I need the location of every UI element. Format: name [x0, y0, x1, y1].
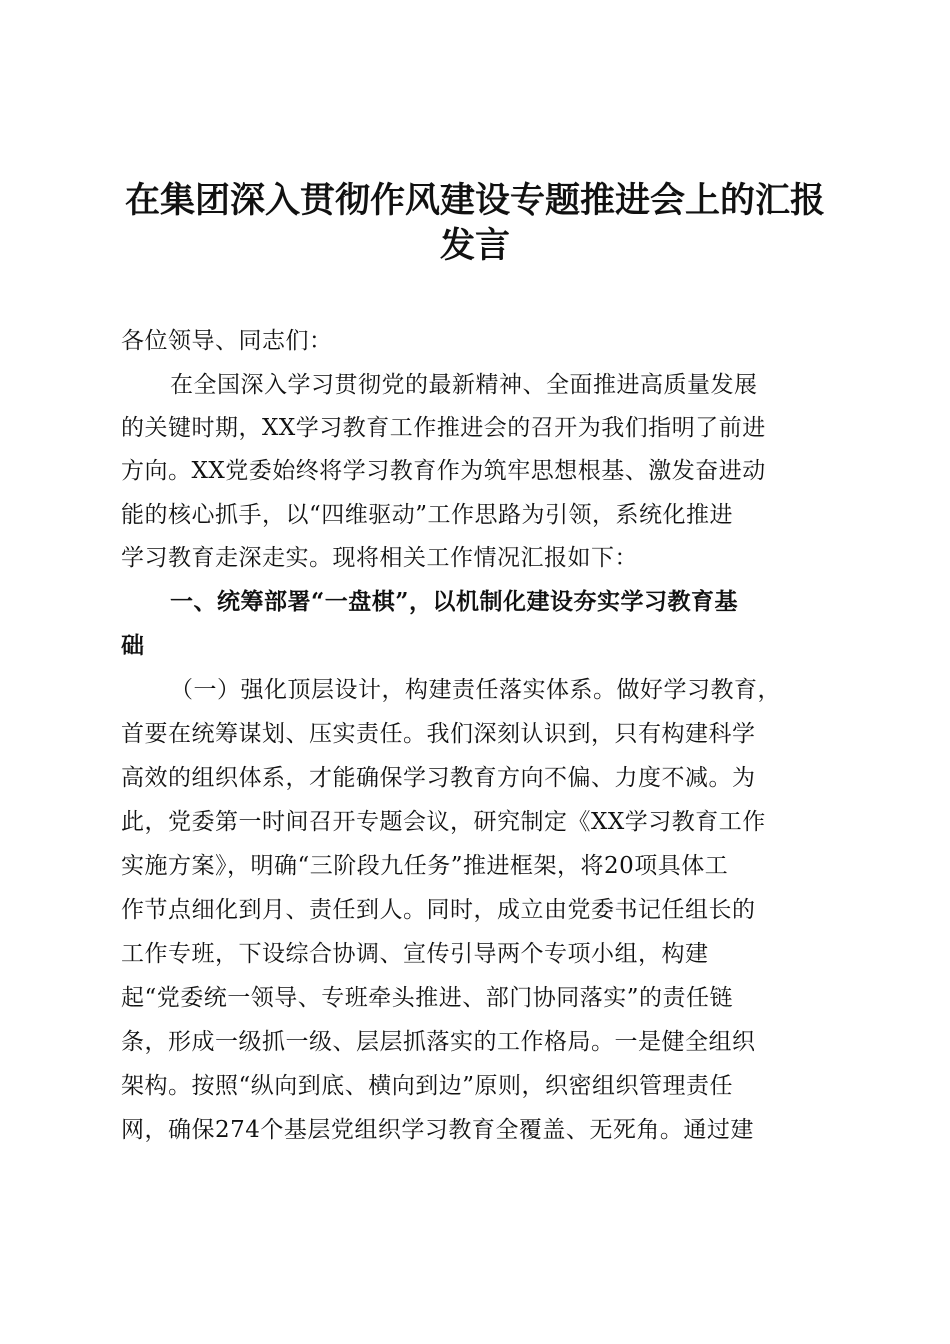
document-title — [100, 178, 850, 268]
body-line: （一）强化顶层设计，构建责任落实体系。做好学习教育， — [170, 677, 781, 703]
intro-line: 的关键时期，XX学习教育工作推进会的召开为我们指明了前进 — [121, 415, 766, 441]
intro-line: 学习教育走深走实。现将相关工作情况汇报如下： — [121, 545, 638, 571]
section-heading-line: 础 — [121, 632, 145, 659]
intro-line: 能的核心抓手，以“四维驱动”工作思路为引领，系统化推进 — [121, 502, 734, 528]
intro-line: 在全国深入学习贯彻党的最新精神、全面推进高质量发展 — [170, 372, 758, 398]
body-line: 架构。按照“纵向到底、横向到边”原则，织密组织管理责任 — [121, 1073, 734, 1099]
title-line: 在集团深入贯彻作风建设专题推进会上的汇报 — [124, 180, 825, 221]
body-line: 首要在统筹谋划、压实责任。我们深刻认识到，只有构建科学 — [121, 721, 756, 747]
body-line: 网，确保274个基层党组织学习教育全覆盖、无死角。通过建 — [121, 1117, 754, 1143]
body-line: 实施方案》，明确“三阶段九任务”推进框架，将20项具体工 — [121, 853, 729, 879]
body-line: 此，党委第一时间召开专题会议，研究制定《XX学习教育工作 — [121, 809, 766, 835]
salutation: 各位领导、同志们： — [121, 328, 333, 354]
body-line: 条，形成一级抓一级、层层抓落实的工作格局。一是健全组织 — [121, 1029, 756, 1055]
intro-line: 方向。XX党委始终将学习教育作为筑牢思想根基、激发奋进动 — [121, 458, 766, 484]
body-line: 起“党委统一领导、专班牵头推进、部门协同落实”的责任链 — [121, 985, 734, 1011]
body-line: 工作专班，下设综合协调、宣传引导两个专项小组，构建 — [121, 941, 709, 967]
title-line: 发言 — [439, 225, 510, 266]
section-heading-line: 一、统筹部署“一盘棋”，以机制化建设夯实学习教育基 — [170, 588, 738, 615]
body-line: 高效的组织体系，才能确保学习教育方向不偏、力度不减。为 — [121, 765, 756, 791]
body-line: 作节点细化到月、责任到人。同时，成立由党委书记任组长的 — [121, 897, 756, 923]
